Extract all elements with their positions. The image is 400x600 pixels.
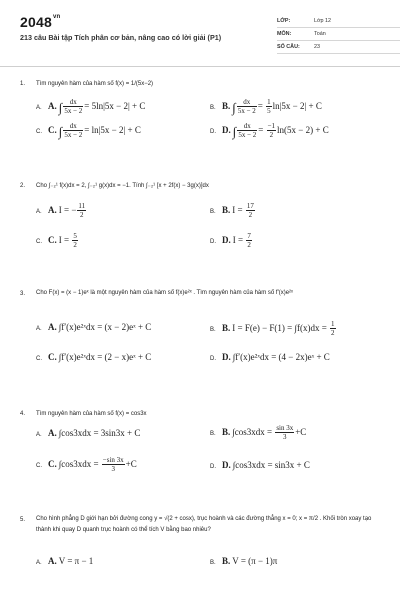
question-3 xyxy=(20,288,382,374)
question-number: 4. xyxy=(20,411,26,417)
option-c[interactable]: C. C. ∫ $\frac{dx}{5x - 2}$ = ln|5x − 2| + C xyxy=(36,122,141,139)
question-stem xyxy=(20,408,382,420)
option-letter: D. xyxy=(210,464,216,470)
option-a[interactable] xyxy=(36,322,151,332)
option-label: D. xyxy=(222,460,231,470)
frac-num: 1 xyxy=(331,320,335,328)
question-2 xyxy=(20,180,382,262)
frac-den: 2 xyxy=(331,329,335,337)
option-a[interactable] xyxy=(36,556,93,566)
frac-den: 2 xyxy=(247,241,251,249)
option-a[interactable]: A. A. ∫ $\frac{dx}{5x - 2}$ = 5ln|5x − 2| + C xyxy=(36,98,146,115)
option-b[interactable] xyxy=(210,202,256,219)
option-d[interactable] xyxy=(210,460,310,470)
option-label: A. xyxy=(48,204,57,215)
option-letter: A. xyxy=(36,326,42,332)
frac-den: 2 xyxy=(248,211,253,219)
header-divider xyxy=(0,66,400,67)
option-letter: A. xyxy=(36,432,42,438)
frac-den: 5 xyxy=(267,107,271,115)
option-c[interactable] xyxy=(36,352,151,362)
question-text: Cho ∫₋₂¹ f(x)dx = 2, ∫₋₂¹ g(x)dx = −1. Tính ∫₋₂¹ [x + 2f(x) − 3g(x)]dx xyxy=(36,183,209,189)
question-text: Cho hình phẳng D giới hạn bởi đường cong y = √(2 + cosx), trục hoành và các đường thẳng x = 0; x = π/2 . Khối tròn xoay tạo thành khi quay D quanh trục hoành có thể tích V bằng bao nhiêu? xyxy=(36,516,372,533)
option-letter: A. xyxy=(36,208,42,215)
meta-value: Toán xyxy=(314,31,326,37)
frac-num: 1 xyxy=(267,98,271,106)
option-expr: I = xyxy=(232,204,245,215)
frac-num: dx xyxy=(63,98,83,107)
option-letter: D. xyxy=(210,238,216,245)
frac-den: 3 xyxy=(283,433,287,441)
frac-num: −sin 3x xyxy=(102,456,124,464)
option-expr: ∫f′(x)e²ˣdx = (2 − x)eˣ + C xyxy=(58,352,152,362)
question-stem xyxy=(20,288,382,314)
option-label: B. xyxy=(222,426,231,437)
option-letter: B. xyxy=(210,208,216,215)
question-number: 2. xyxy=(20,183,26,189)
meta-row-class xyxy=(277,15,400,28)
question-number: 1. xyxy=(20,81,26,87)
frac-num: dx xyxy=(237,122,257,131)
document-header xyxy=(20,0,382,64)
option-expr: = 5ln|5x − 2| + C xyxy=(84,100,146,111)
question-stem xyxy=(20,514,382,550)
frac-num: 11 xyxy=(78,202,86,210)
meta-value: Lớp 12 xyxy=(314,18,332,24)
frac-num: sin 3x xyxy=(276,424,294,432)
option-letter: B. xyxy=(210,326,216,333)
option-letter: C. xyxy=(36,462,42,469)
frac-den: 3 xyxy=(111,465,115,473)
frac-num: dx xyxy=(63,122,83,131)
option-label: B. xyxy=(222,204,231,215)
frac-num: 7 xyxy=(247,232,251,240)
meta-row-subject xyxy=(277,28,400,41)
frac-den: 2 xyxy=(80,211,84,219)
question-text: Tìm nguyên hàm của hàm số f(x) = 1/(5x−2) xyxy=(36,81,154,87)
logo-suffix: vn xyxy=(52,14,61,20)
frac-den: 2 xyxy=(73,241,77,249)
option-c[interactable] xyxy=(36,456,137,473)
option-b[interactable] xyxy=(210,320,337,337)
minus-sign: − xyxy=(71,204,77,215)
frac-num: −1 xyxy=(267,122,276,130)
option-label: B. xyxy=(222,322,231,333)
option-label: A. xyxy=(48,428,57,438)
option-letter: C. xyxy=(36,356,42,362)
option-letter: B. xyxy=(210,430,216,437)
option-d[interactable]: D. D. ∫ $\frac{dx}{5x - 2}$ = $\frac{-1}{2}$ ln(5x − 2) + C xyxy=(210,122,329,139)
option-letter: C. xyxy=(36,128,42,135)
question-number: 3. xyxy=(20,291,26,297)
site-logo[interactable] xyxy=(20,14,60,30)
option-expr: I = xyxy=(58,204,72,215)
meta-row-count xyxy=(277,41,400,54)
frac-num: dx xyxy=(237,98,257,107)
option-label: A. xyxy=(48,100,57,111)
option-label: A. xyxy=(48,556,57,566)
frac-num: 17 xyxy=(246,202,254,210)
option-label: B. xyxy=(222,556,231,566)
option-c[interactable] xyxy=(36,232,79,249)
question-stem xyxy=(20,78,382,90)
meta-key: MÔN: xyxy=(277,31,292,37)
question-text: Cho F(x) = (x − 1)eˣ là một nguyên hàm của hàm số f(x)e²ˣ . Tìm nguyên hàm của hàm số f′(x)e²ˣ xyxy=(36,290,294,296)
option-b[interactable]: B. B. ∫ $\frac{dx}{5x - 2}$ = $\frac{1}{5}$ ln|5x − 2| + C xyxy=(210,98,322,115)
question-number: 5. xyxy=(20,517,26,523)
frac-den: 5x − 2 xyxy=(237,107,256,115)
option-a[interactable] xyxy=(36,202,87,219)
meta-key: LỚP: xyxy=(277,18,291,24)
constant-term: +C xyxy=(295,426,307,437)
option-letter: D. xyxy=(210,128,216,135)
option-expr: ∫cos3xdx = xyxy=(232,426,275,437)
option-expr: ∫f′(x)e²ˣdx = (x − 2)eˣ + C xyxy=(58,322,152,332)
option-expr: V = (π − 1)π xyxy=(232,556,278,566)
question-1 xyxy=(20,78,382,146)
document-title: 213 câu Bài tập Tích phân cơ bản, nâng cao có lời giải (P1) xyxy=(20,33,222,42)
option-label: B. xyxy=(222,100,231,111)
option-letter: C. xyxy=(36,238,42,245)
question-5 xyxy=(20,514,382,580)
frac-den: 5x − 2 xyxy=(238,131,257,139)
meta-table xyxy=(277,15,400,54)
frac-num: 5 xyxy=(73,232,77,240)
option-label: C. xyxy=(48,124,57,135)
option-expr: V = π − 1 xyxy=(58,556,94,566)
option-expr: I = xyxy=(232,234,246,245)
option-label: D. xyxy=(222,234,231,245)
option-expr: I = xyxy=(58,234,72,245)
meta-value: 23 xyxy=(314,44,320,50)
question-text: Tìm nguyên hàm của hàm số f(x) = cos3x xyxy=(36,411,147,417)
question-4 xyxy=(20,408,382,480)
option-label: C. xyxy=(48,234,57,245)
option-letter: A. xyxy=(36,560,42,566)
option-expr: ∫cos3xdx = 3sin3x + C xyxy=(58,428,141,438)
option-expr: I = F(e) − F(1) = ∫f(x)dx = xyxy=(232,322,330,333)
logo-text: 2048 xyxy=(20,14,52,30)
option-label: D. xyxy=(222,124,231,135)
option-expr: ln(5x − 2) + C xyxy=(277,124,329,135)
option-label: A. xyxy=(48,322,57,332)
option-label: C. xyxy=(48,458,57,469)
option-letter: A. xyxy=(36,104,42,111)
option-expr: = ln|5x − 2| + C xyxy=(84,124,141,135)
option-expr: ∫f′(x)e²ˣdx = (4 − 2x)eˣ + C xyxy=(232,352,330,362)
frac-den: 2 xyxy=(269,131,274,139)
option-label: C. xyxy=(48,352,57,362)
option-expr: ln|5x − 2| + C xyxy=(272,100,322,111)
meta-key: SỐ CÂU: xyxy=(277,44,300,50)
constant-term: +C xyxy=(125,458,137,469)
option-expr: ∫cos3xdx = xyxy=(58,458,101,469)
frac-den: 5x − 2 xyxy=(64,107,83,115)
option-a[interactable] xyxy=(36,428,140,438)
option-b[interactable] xyxy=(210,556,277,566)
option-letter: B. xyxy=(210,104,216,111)
option-letter: B. xyxy=(210,560,216,566)
option-d[interactable] xyxy=(210,352,330,362)
option-letter: D. xyxy=(210,356,216,362)
option-expr: ∫cos3xdx = sin3x + C xyxy=(232,460,310,470)
question-stem xyxy=(20,180,382,192)
option-b[interactable] xyxy=(210,424,306,441)
option-label: D. xyxy=(222,352,231,362)
frac-den: 5x − 2 xyxy=(64,131,83,139)
option-d[interactable] xyxy=(210,232,253,249)
